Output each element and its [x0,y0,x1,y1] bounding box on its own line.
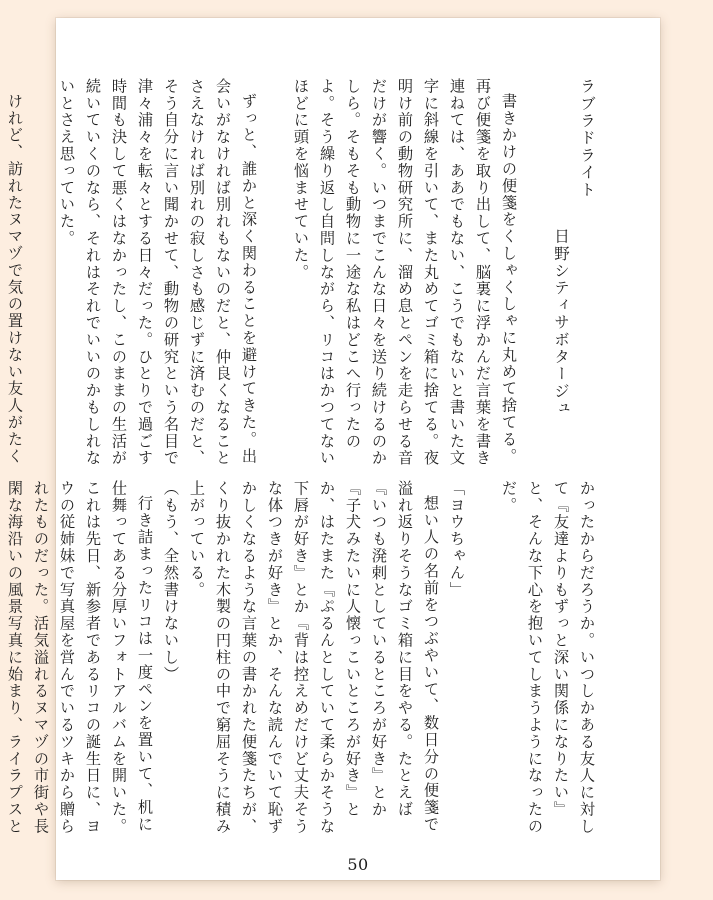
paragraph-spacer [28,78,54,79]
paragraph: けれど、訪れたヌマヅで気の置けない友人がたく [6,93,24,465]
story-title: ラブラドライト [578,78,596,199]
paragraph: 書きかけの便箋をくしゃくしゃに丸めて捨てる。再び便箋を取り出して、脳裏に浮かんだ言葉を書き連ねては、ああでもない、こうでもないと書いた文字に斜線を引いて、また丸めてゴミ箱に捨てる。夜明け前の動物研究所に、溜め息とペンを走らせる音だけが響く。いつまでこんな日々を送り続けるのかしら。そもそも動物に一途な私はどこへ行ったのよ。そう繰り返し自問しながら、リコはかつてないほどに頭を悩ませていた。 [292,78,518,467]
inner-monologue: （もう、全然書けないし） [162,480,180,683]
paragraph-spacer [470,480,496,481]
paragraph: ずっと、誰かと深く関わることを避けてきた。出会いがなければ別れもないのだと、仲良くなることさえなければ別れの寂しさも感じずに済むのだと、そう自分に言い聞かせて、動物の研究という名目で津々浦々を転々とする日々だった。ひとりで過ごす時間も決して悪くはなかったし、このままの生活が続いていくのなら、それはそれでいいのかもしれないとさえ思っていた。 [58,78,258,467]
author-name: 日野シティサボタージュ [552,228,570,418]
paragraph: 行き詰まったリコは一度ペンを置いて、机に仕舞ってある分厚いフォトアルバムを開いた。これは先日、新参者であるリコの誕生日に、ヨウの従姉妹で写真屋を営んでいるツキから贈られたものだった。活気溢れるヌマヅの市街や長閑な海沿いの風景写真に始まり、ライラプスと [6,480,154,835]
lower-text-band [6,480,600,850]
page-number: 50 [347,855,369,874]
book-page [6,18,660,880]
paragraph: 想い人の名前をつぶやいて、数日分の便箋で溢れ返りそうなゴミ箱に目をやる。たとえば『いつも溌剌としているところが好き』とか『子犬みたいに人懐っこいところが好き』とか、はたまた『ぷるんとしていて柔らかそうな下唇が好き』とか『背は控えめだけど丈夫そうな体つきが好き』とか、そんな読んでいて恥ずかしくなるような言葉の書かれた便箋たちが、くり抜かれた木製の円柱の中で窮屈そうに積み上がっている。 [188,480,440,835]
paragraph-continuation: かったからだろうか。いつしかある友人に対して『友達よりもずっと深い関係になりたい』と、そんな下心を抱いてしまうようになったのだ。 [500,480,596,835]
upper-text-band [6,78,600,473]
title-spacer [522,78,548,79]
paragraph-spacer [262,78,288,79]
dialogue-line: 「ヨウちゃん」 [448,480,466,599]
